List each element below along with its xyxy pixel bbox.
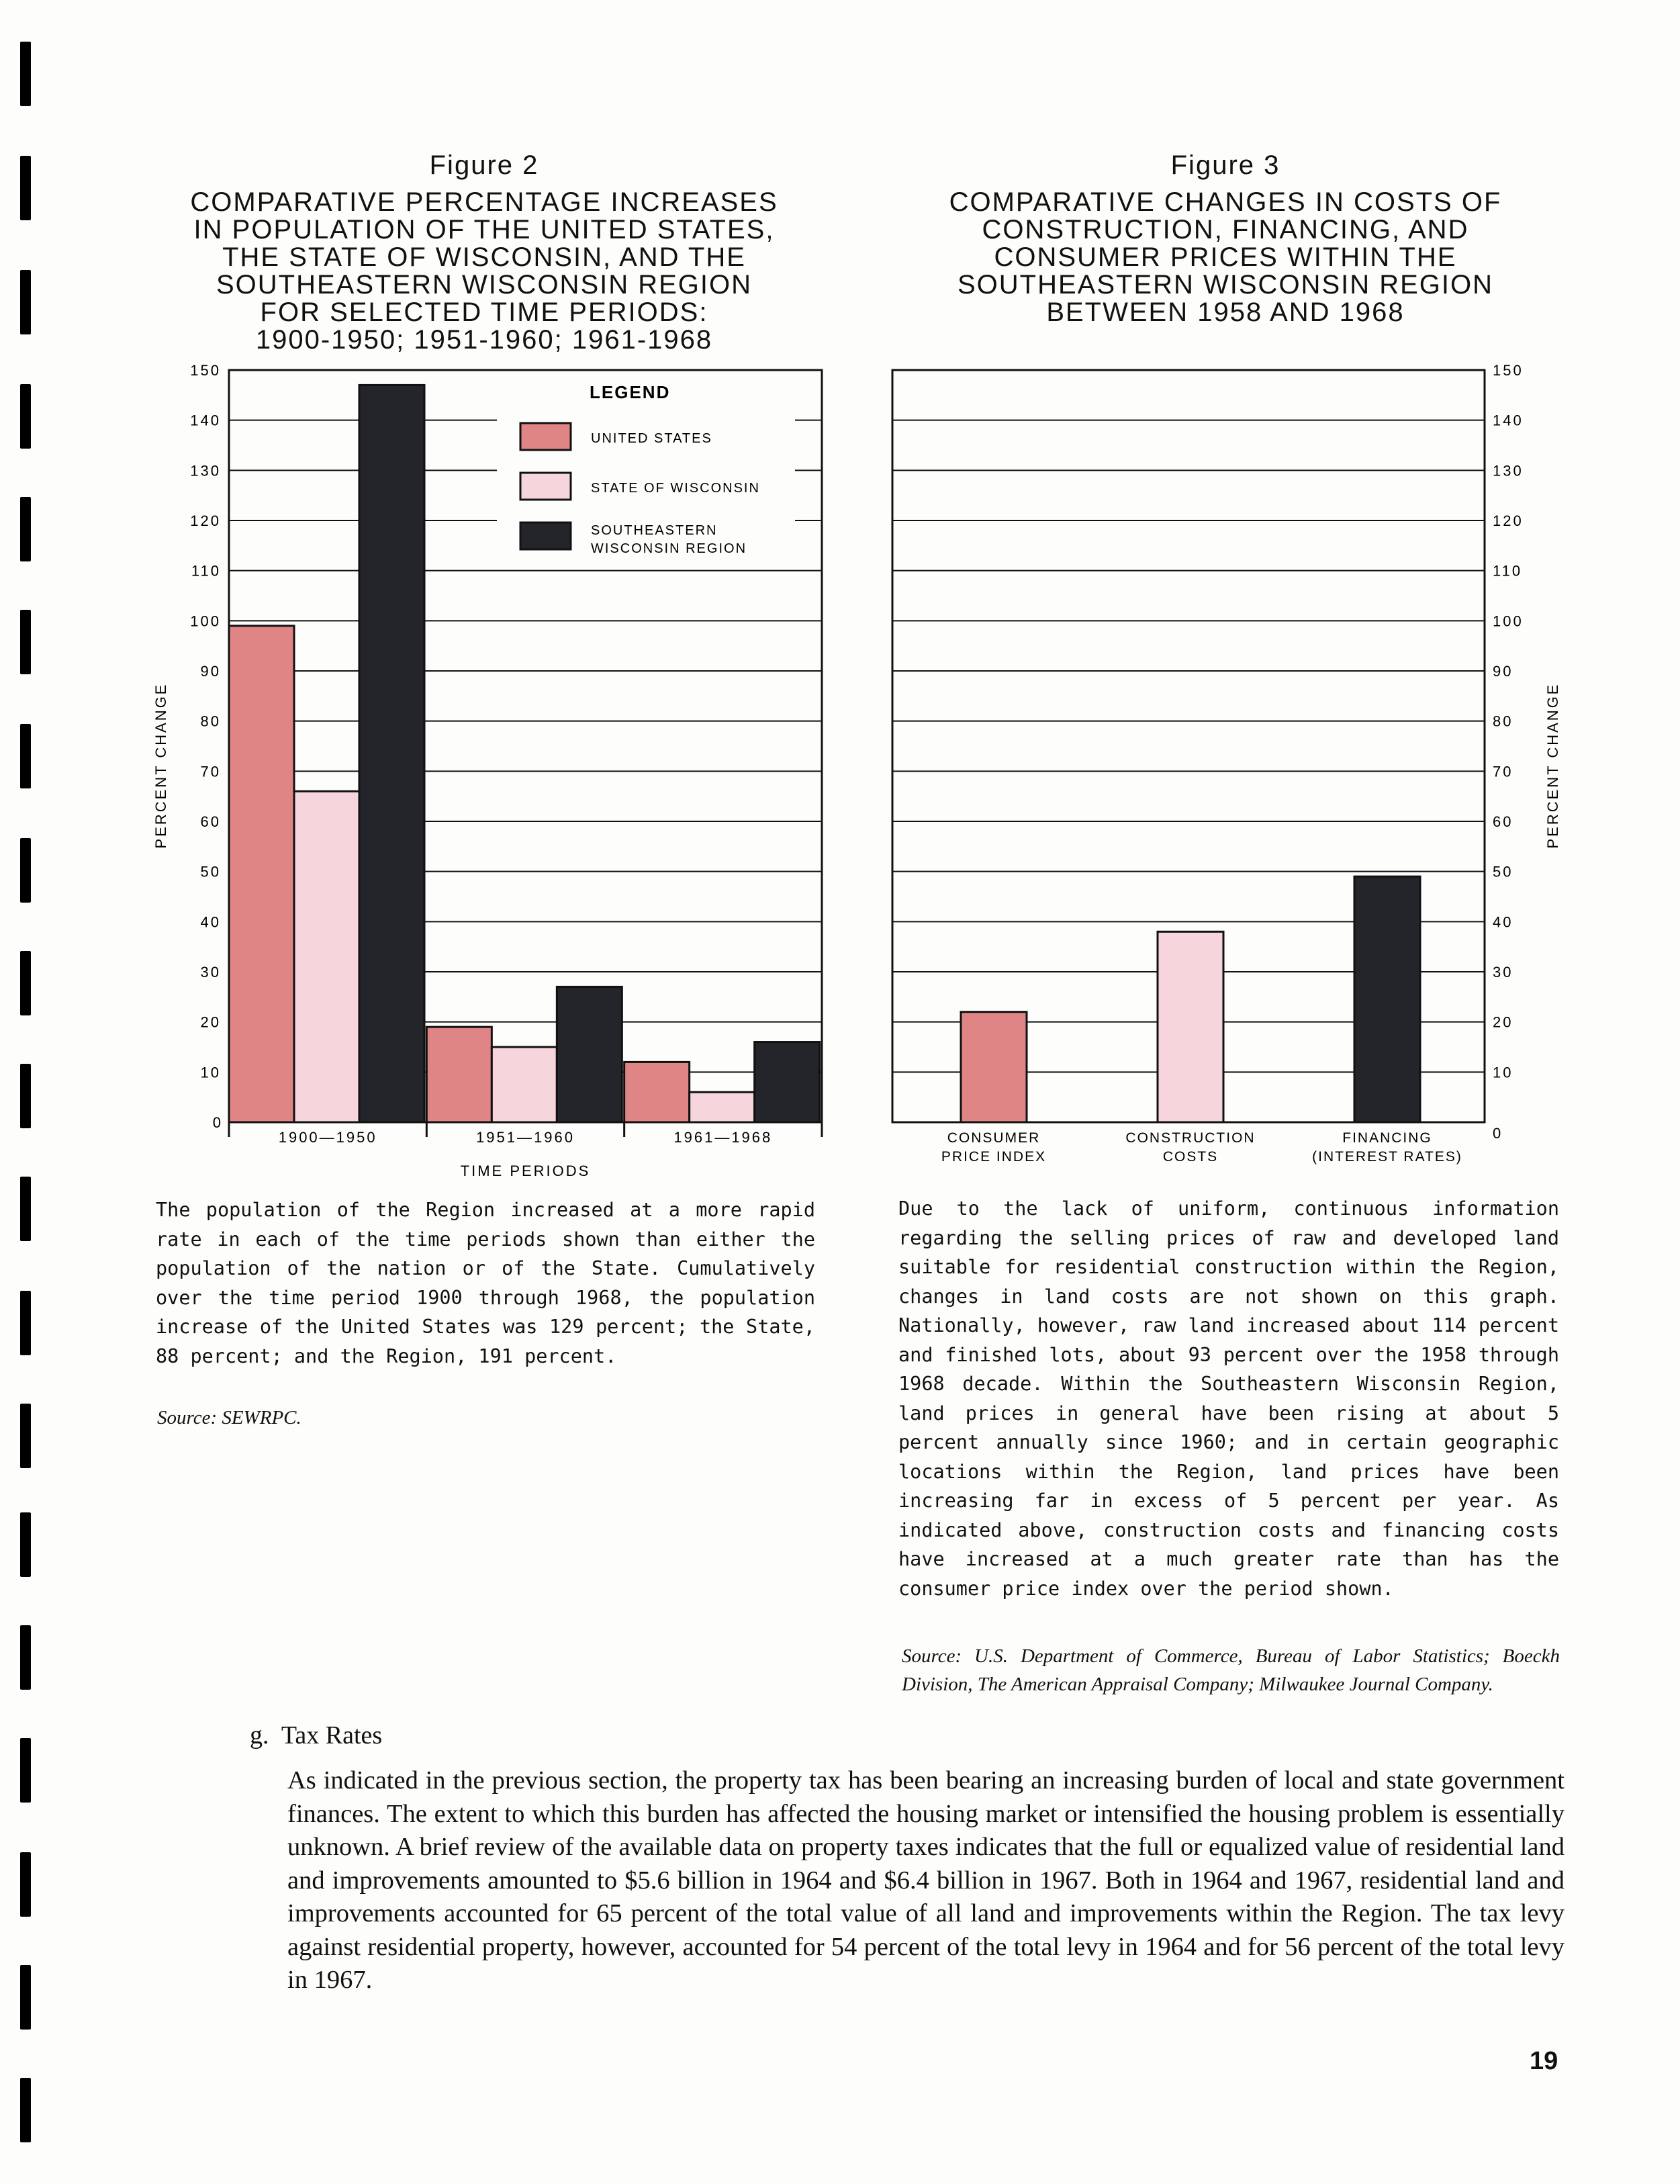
y-tick-label: 120 xyxy=(190,512,221,529)
y-tick-label: 60 xyxy=(1493,813,1513,830)
bar xyxy=(1158,931,1223,1122)
y-tick-label: 90 xyxy=(1493,663,1513,680)
figure-3-title-line: BETWEEN 1958 AND 1968 xyxy=(1046,298,1405,327)
bar xyxy=(294,791,359,1122)
y-tick-label: 130 xyxy=(190,462,221,480)
figure-3-label: Figure 3 xyxy=(1170,150,1280,180)
y-tick-label: 10 xyxy=(200,1064,221,1081)
y-tick-label: 50 xyxy=(200,863,221,880)
bar xyxy=(690,1092,755,1122)
y-tick-label: 20 xyxy=(1493,1013,1513,1031)
legend-swatch xyxy=(520,522,571,549)
y-tick-label: 0 xyxy=(212,1114,221,1131)
figure-3-caption: Due to the lack of uniform, continuous information regarding the selling prices of raw and developed land suitable for residential construction within the Region, changes in land costs are not shown on this graph. Nationally, however, raw land increased about 114 percent and finished lots, about 93 percent over the 1958 through 1968 decade. Within the Southeastern Wisconsin Region, land prices in general have been rising at about 5 percent annually since 1960; and in certain geographic locations within the Region, land prices have been increasing far in excess of 5 percent per year. As indicated above, construction costs and financing costs have increased at a much greater rate than has the consumer price index over the period shown. xyxy=(898,1197,1559,1600)
figure-3-title-line: COMPARATIVE CHANGES IN COSTS OF xyxy=(949,187,1502,217)
y-tick-label: 70 xyxy=(200,763,221,780)
legend-swatch xyxy=(520,473,571,500)
x-tick-label: 1951—1960 xyxy=(476,1129,575,1146)
binding-punch xyxy=(20,384,31,449)
y-tick-label: 130 xyxy=(1493,462,1524,480)
x-tick-label: CONSTRUCTION xyxy=(1125,1130,1256,1146)
y-tick-label: 80 xyxy=(1493,713,1513,730)
figure-2-title-line: THE STATE OF WISCONSIN, AND THE xyxy=(222,242,746,272)
bar xyxy=(359,385,424,1122)
figure-2-title xyxy=(138,189,830,354)
figure-2-label: Figure 2 xyxy=(429,150,539,180)
y-tick-label: 100 xyxy=(1493,612,1524,630)
page-number: 19 xyxy=(1530,2047,1558,2075)
y-tick-label: 110 xyxy=(191,562,221,580)
figure-2-title-line: 1900-1950; 1951-1960; 1961-1968 xyxy=(255,325,713,355)
y-tick-label: 30 xyxy=(1493,964,1513,981)
y-tick-label: 0 xyxy=(1493,1125,1503,1142)
y-tick-label: 150 xyxy=(190,362,221,379)
figure-2-source: Source: SEWRPC. xyxy=(157,1407,301,1428)
legend-label: STATE OF WISCONSIN xyxy=(591,481,760,496)
binding-punch xyxy=(20,2078,31,2142)
binding-punch xyxy=(20,497,31,561)
y-tick-label: 40 xyxy=(1493,913,1513,931)
bar xyxy=(961,1012,1027,1122)
bar xyxy=(229,626,294,1122)
y-tick-label: 100 xyxy=(190,612,221,630)
binding-punch xyxy=(20,1965,31,2030)
y-tick-label: 70 xyxy=(1493,763,1513,780)
x-tick-label: 1961—1968 xyxy=(673,1129,773,1146)
x-tick-label: PRICE INDEX xyxy=(941,1149,1047,1165)
y-tick-label: 140 xyxy=(1493,412,1524,429)
x-tick-label: 1900—1950 xyxy=(278,1129,377,1146)
y-tick-label: 80 xyxy=(200,713,221,730)
figure-2-title-line: FOR SELECTED TIME PERIODS: xyxy=(260,298,708,327)
binding-punch xyxy=(20,42,31,106)
y-tick-label: 20 xyxy=(200,1013,221,1031)
binding-punch xyxy=(20,1177,31,1241)
figure-2-title-line: SOUTHEASTERN WISCONSIN REGION xyxy=(216,270,753,300)
y-tick-label: 40 xyxy=(200,913,221,931)
y-tick-label: 10 xyxy=(1493,1064,1513,1081)
figure-3-title-line: SOUTHEASTERN WISCONSIN REGION xyxy=(957,270,1494,300)
binding-punch xyxy=(20,156,31,220)
y-tick-label: 140 xyxy=(190,412,221,429)
binding-punch xyxy=(20,610,31,674)
figure-3-title-line: CONSUMER PRICES WITHIN THE xyxy=(994,242,1457,272)
y-tick-label: 110 xyxy=(1493,562,1523,580)
binding-punch xyxy=(20,951,31,1015)
section-body: As indicated in the previous section, the property tax has been bearing an increasing burden of local and state government finances. The extent to which this burden has affected the housing market or intensified the housing problem is essentially unknown. A brief review of the available data on property taxes indicates that the full or equalized value of residential land and improvements amounted to $5.6 billion in 1964 and $6.4 billion in 1967. Both in 1964 and 1967, residential land and improvements accounted for 65 percent of the total value of all land and improvements within the Region. The tax levy against residential property, however, accounted for 54 percent of the total levy in 1964 and for 56 percent of the total levy in 1967. xyxy=(287,1766,1565,1994)
binding-punch xyxy=(20,1291,31,1355)
legend-title: LEGEND xyxy=(590,382,671,402)
legend-swatch xyxy=(520,423,571,450)
binding-punch xyxy=(20,270,31,334)
y-axis-title: PERCENT CHANGE xyxy=(152,682,169,849)
x-axis-title: TIME PERIODS xyxy=(460,1163,591,1179)
x-tick-label: CONSUMER xyxy=(947,1130,1041,1146)
bar xyxy=(492,1047,557,1122)
binding-punch xyxy=(20,1064,31,1128)
legend-label: UNITED STATES xyxy=(591,431,712,446)
binding-punch xyxy=(20,1625,31,1690)
y-tick-label: 50 xyxy=(1493,863,1513,880)
bar xyxy=(624,1062,690,1122)
legend-label: WISCONSIN REGION xyxy=(591,541,747,556)
plot-frame xyxy=(229,370,822,1122)
binding-punch xyxy=(20,1852,31,1917)
y-tick-label: 30 xyxy=(200,964,221,981)
binding-punch xyxy=(20,724,31,788)
bar xyxy=(755,1042,820,1122)
y-tick-label: 120 xyxy=(1493,512,1524,529)
figure-3-title-line: CONSTRUCTION, FINANCING, AND xyxy=(982,215,1469,244)
figure-2-title-line: IN POPULATION OF THE UNITED STATES, xyxy=(193,215,775,244)
figure-3-title xyxy=(886,189,1565,326)
plot-frame xyxy=(892,370,1485,1122)
y-tick-label: 150 xyxy=(1493,362,1524,379)
section-heading: g. Tax Rates xyxy=(250,1721,383,1749)
bar xyxy=(426,1027,492,1122)
figure-2-title-line: COMPARATIVE PERCENTAGE INCREASES xyxy=(190,187,778,217)
binding-punch xyxy=(20,838,31,903)
binding-punch xyxy=(20,1512,31,1577)
y-tick-label: 90 xyxy=(200,663,221,680)
binding-punch xyxy=(20,1404,31,1468)
y-axis-title: PERCENT CHANGE xyxy=(1544,682,1561,849)
bar xyxy=(557,987,622,1122)
y-tick-label: 60 xyxy=(200,813,221,830)
figure-3-source: Source: U.S. Department of Commerce, Bureau of Labor Statistics; Boeckh Division, The American Appraisal Company; Milwaukee Journal Company. xyxy=(902,1645,1560,1695)
x-tick-label: FINANCING xyxy=(1342,1130,1432,1146)
bar xyxy=(1354,876,1420,1122)
x-tick-label: (INTEREST RATES) xyxy=(1312,1149,1462,1165)
x-tick-label: COSTS xyxy=(1162,1149,1219,1165)
binding-punch xyxy=(20,1738,31,1803)
legend-label: SOUTHEASTERN xyxy=(591,523,718,538)
figure-2-caption: The population of the Region increased at a more rapid rate in each of the time periods shown than either the population of the nation or of the State. Cumulatively over the time period 1900 through 1968, the population increase of the United States was 129 percent; the State, 88 percent; and the Region, 191 percent. xyxy=(156,1199,815,1367)
